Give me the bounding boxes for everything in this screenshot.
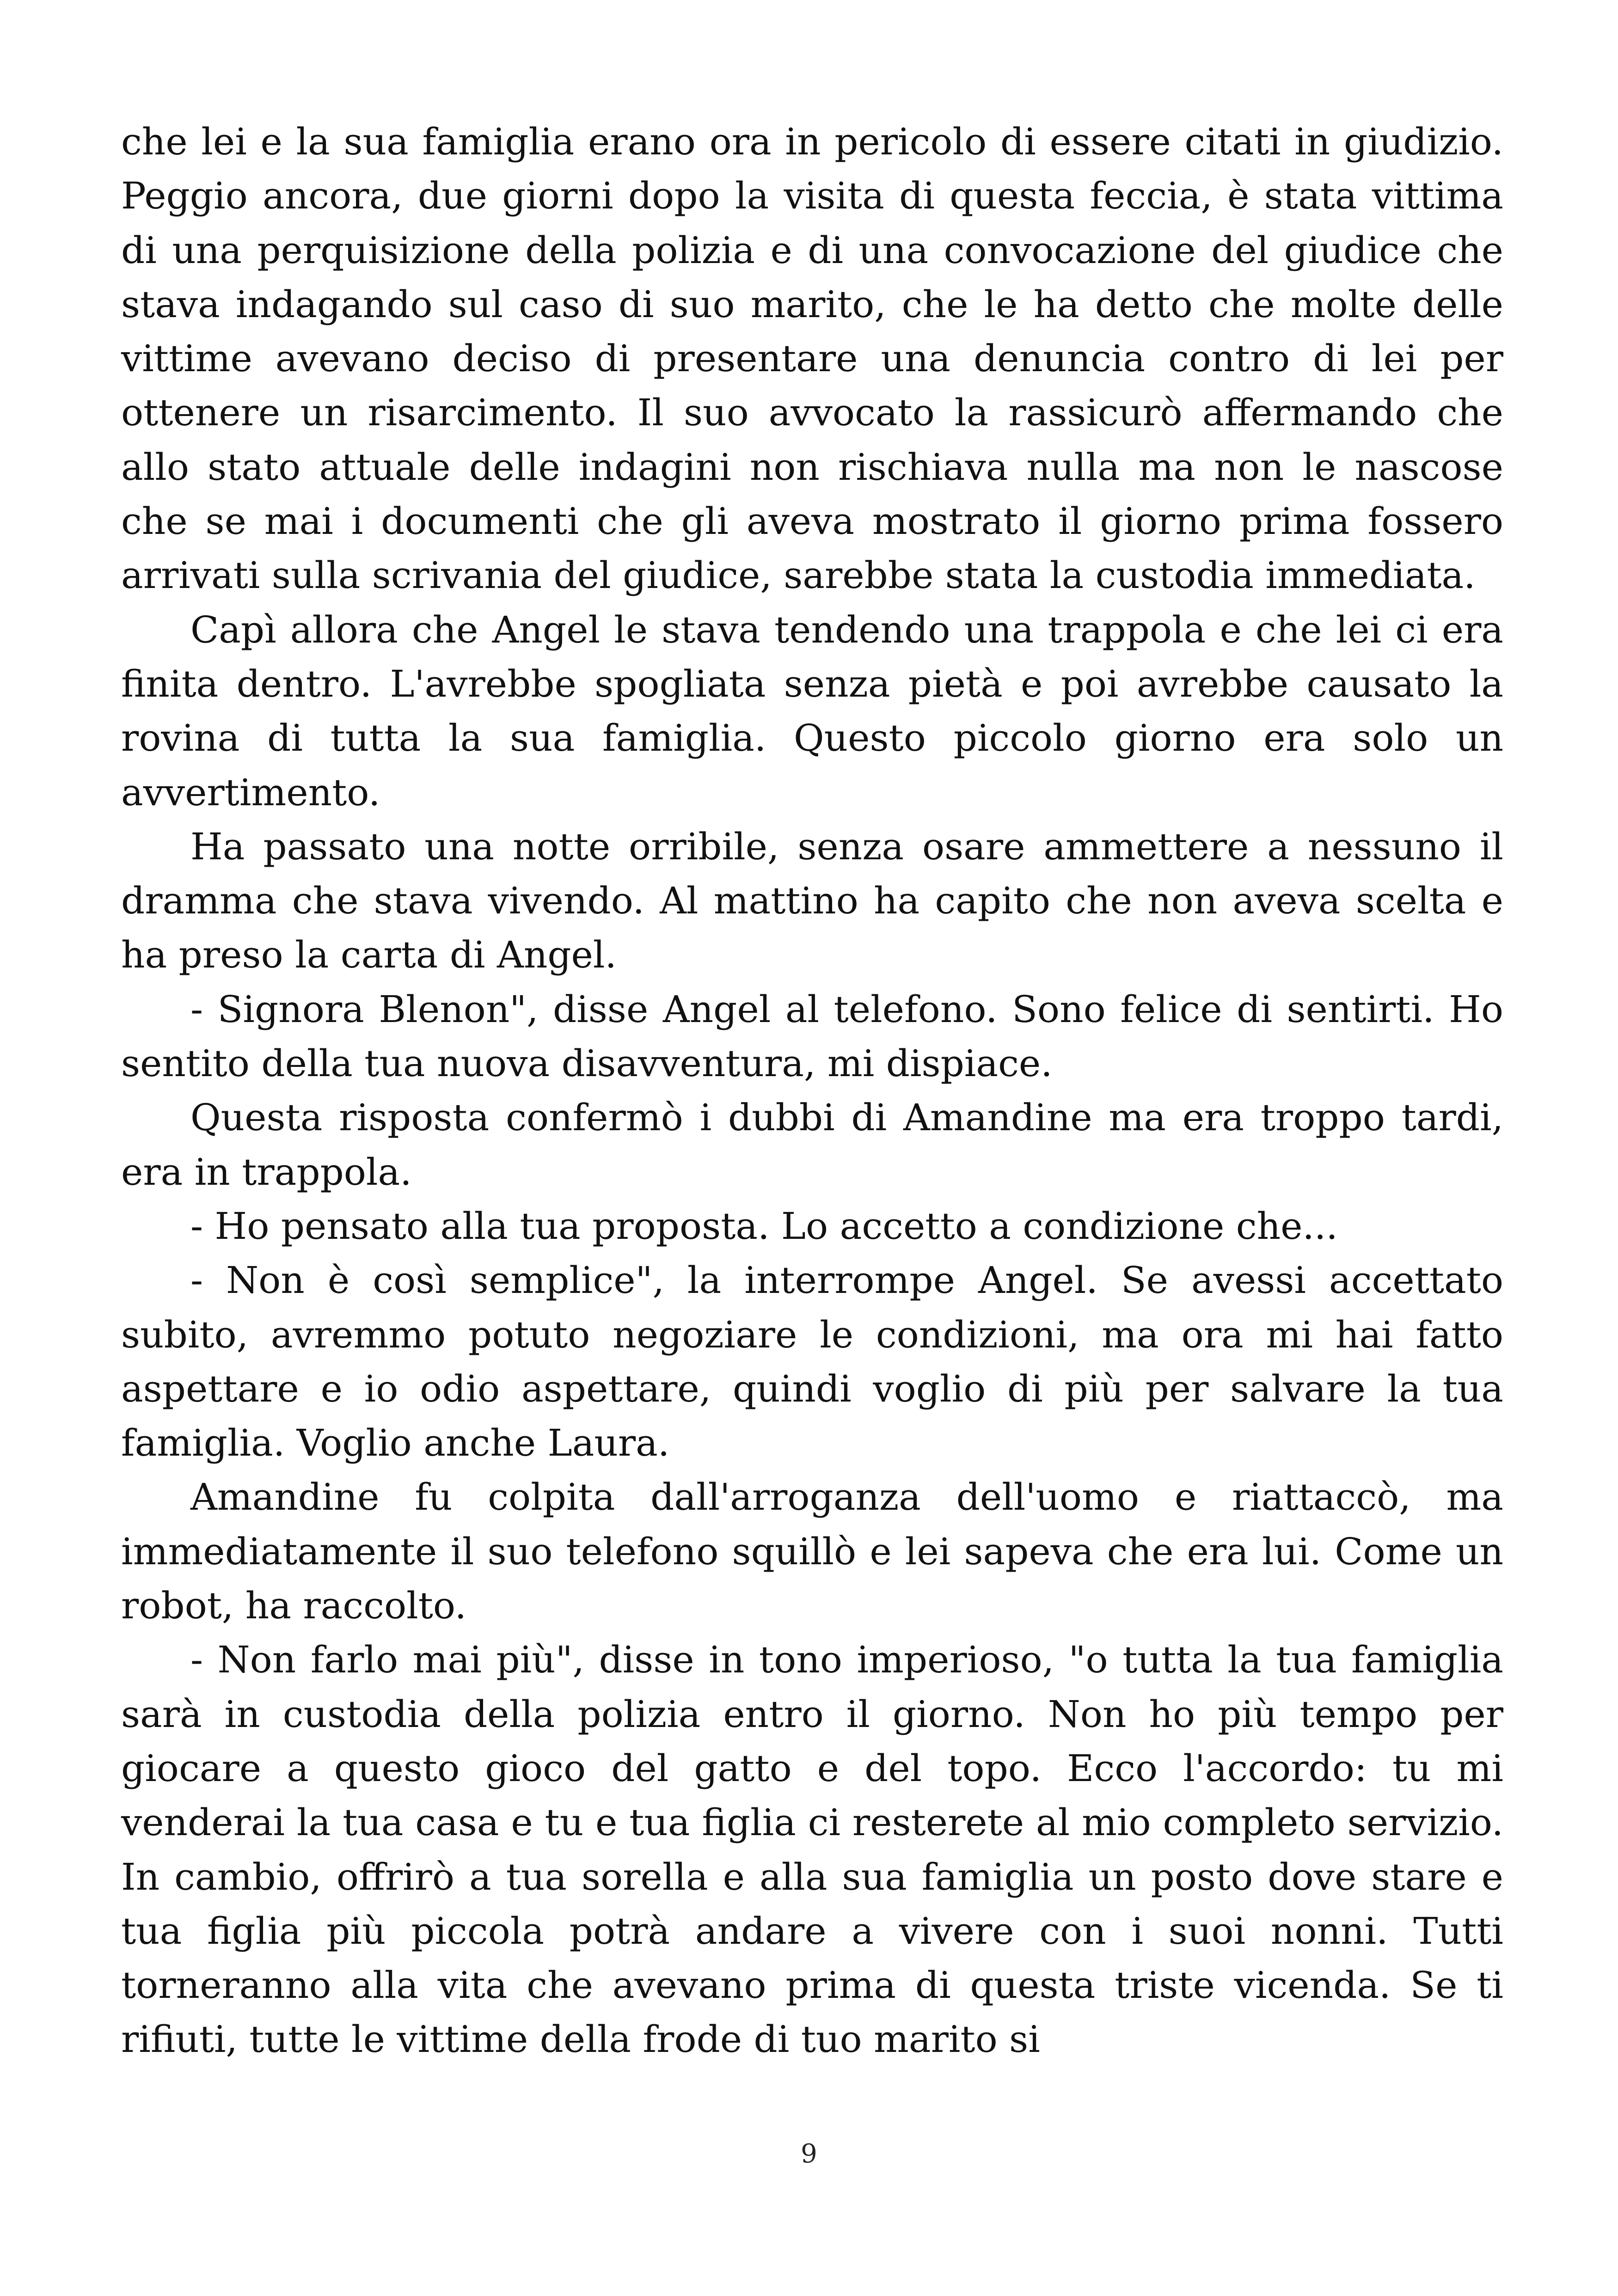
paragraph: che lei e la sua famiglia erano ora in pericolo di essere citati in giudizio. Peggio ancora, due giorni dopo la visita di questa feccia, è stata vittima di una perquisizione della polizia e di una convocazione del giudice che stava indagando sul caso di suo marito, che le ha detto che molte delle vittime avevano deciso di presentare una denuncia contro di lei per ottenere un risarcimento. Il suo avvocato la rassicurò affermando che allo stato attuale delle indagini non rischiava nulla ma non le nascose che se mai i documenti che gli aveva mostrato il giorno prima fossero arrivati sulla scrivania del giudice, sarebbe stata la custodia immediata. bbox=[121, 120, 1503, 597]
paragraph: Questa risposta confermò i dubbi di Amandine ma era troppo tardi, era in trappola. bbox=[121, 1096, 1503, 1194]
page-number: 9 bbox=[801, 2139, 817, 2169]
paragraph: Ha passato una notte orribile, senza osare ammettere a nessuno il dramma che stava vivendo. Al mattino ha capito che non aveva scelta e ha preso la carta di Angel. bbox=[121, 825, 1503, 977]
paragraph: - Signora Blenon", disse Angel al telefono. Sono felice di sentirti. Ho sentito della tua nuova disavventura, mi dispiace. bbox=[121, 987, 1503, 1085]
paragraph: - Non è così semplice", la interrompe Angel. Se avessi accettato subito, avremmo potuto negoziare le condizioni, ma ora mi hai fatto aspettare e io odio aspettare, quindi voglio di più per salvare la tua famiglia. Voglio anche Laura. bbox=[121, 1259, 1503, 1465]
paragraph: - Non farlo mai più", disse in tono imperioso, "o tutta la tua famiglia sarà in custodia della polizia entro il giorno. Non ho più tempo per giocare a questo gioco del gatto e del topo. Ecco l'accordo: tu mi venderai la tua casa e tu e tua figlia ci resterete al mio completo servizio. In cambio, offrirò a tua sorella e alla sua famiglia un posto dove stare e tua figlia più piccola potrà andare a vivere con i suoi nonni. Tutti torneranno alla vita che avevano prima di questa triste vicenda. Se ti rifiuti, tutte le vittime della frode di tuo marito si bbox=[121, 1638, 1503, 2061]
paragraph: Capì allora che Angel le stava tendendo una trappola e che lei ci era finita dentro. L'avrebbe spogliata senza pietà e poi avrebbe causato la rovina di tutta la sua famiglia. Questo piccolo giorno era solo un avvertimento. bbox=[121, 608, 1503, 814]
body-text bbox=[121, 115, 1503, 2067]
paragraph: Amandine fu colpita dall'arroganza dell'uomo e riattaccò, ma immediatamente il suo telefono squillò e lei sapeva che era lui. Come un robot, ha raccolto. bbox=[121, 1476, 1503, 1628]
paragraph: - Ho pensato alla tua proposta. Lo accetto a condizione che... bbox=[190, 1204, 1338, 1248]
